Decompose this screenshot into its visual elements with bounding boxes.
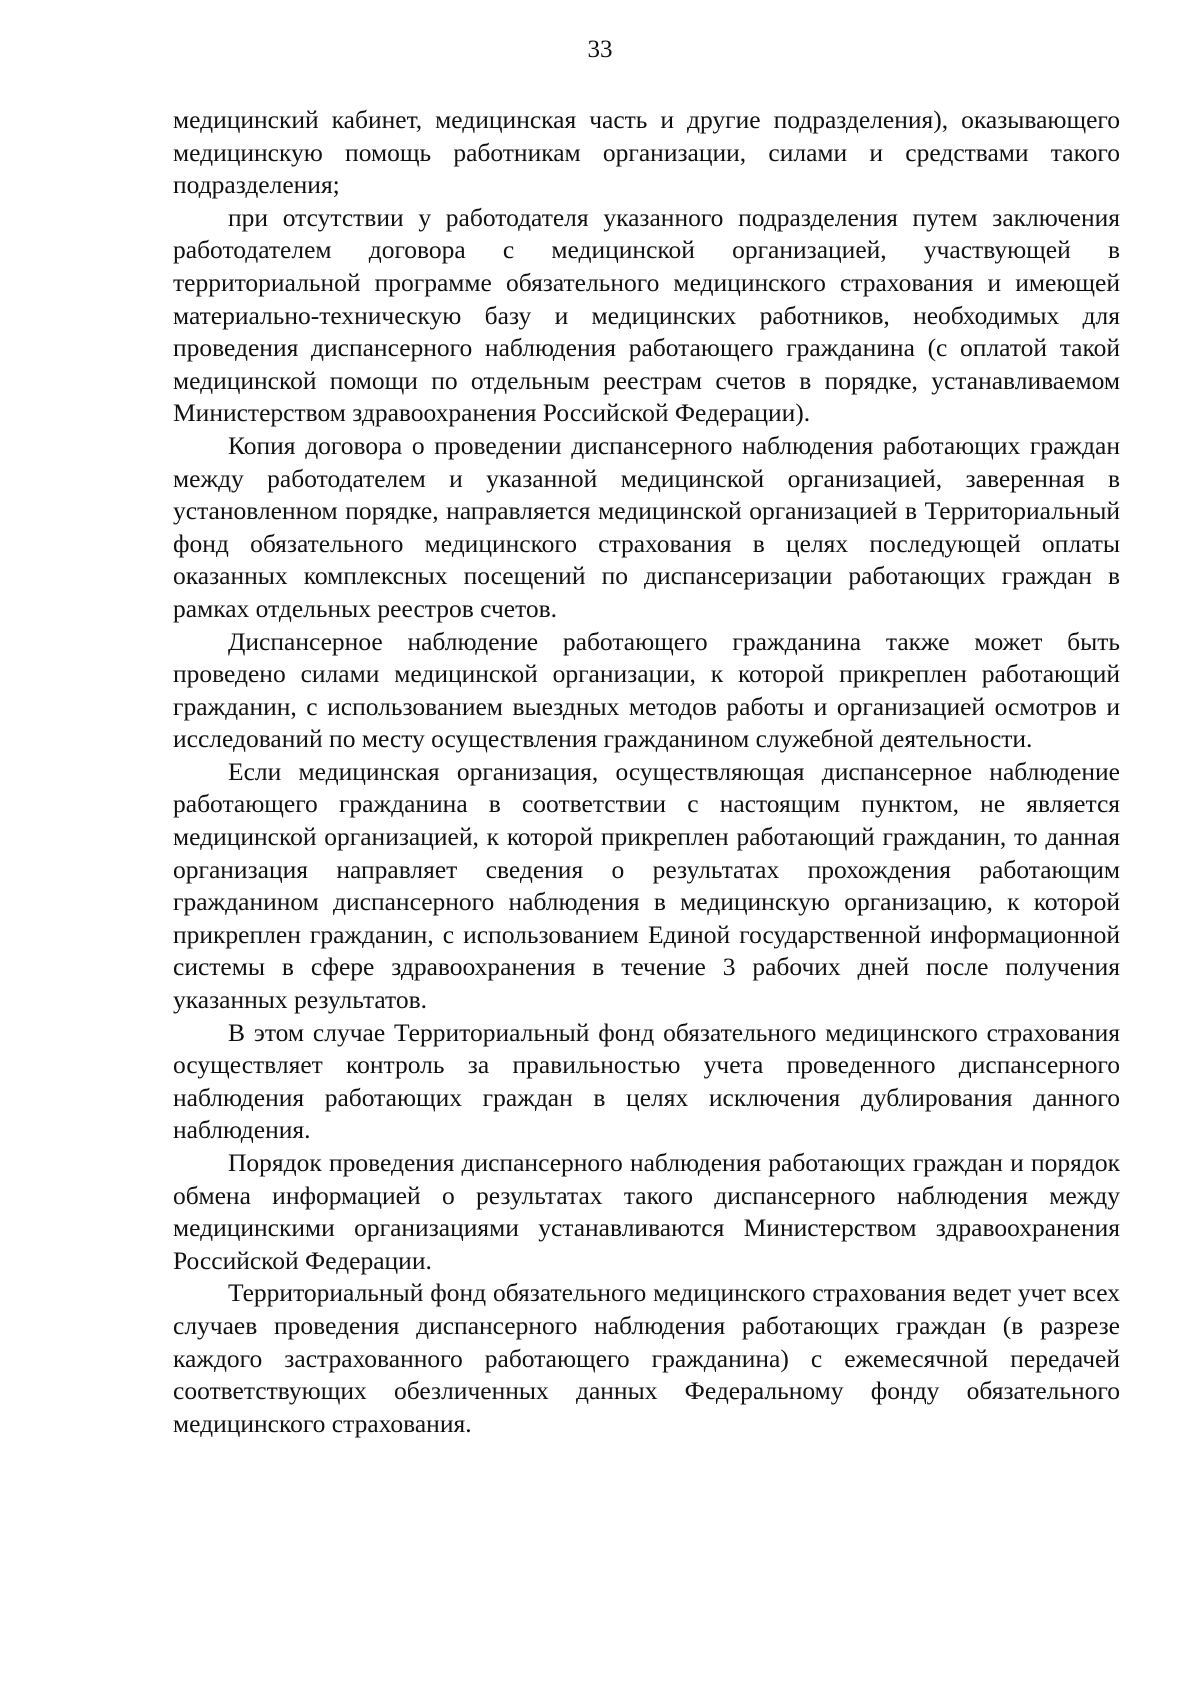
- paragraph-fund-accounting: Территориальный фонд обязательного медицинского страхования ведет учет всех случаев проведения диспансерного наблюдения работающих граждан (в разрезе каждого застрахованного работающего гражданина) с ежемесячной передачей соответствующих обезличенных данных Федеральному фонду обязательного медицинского страхования.: [173, 1278, 1120, 1438]
- paragraph-contract-clause: при отсутствии у работодателя указанного подразделения путем заключения работодателем договора с медицинской организацией, участвующей в территориальной программе обязательного медицинского страхования и имеющей материально-техническую базу и медицинских работников, необходимых для проведения диспансерного наблюдения работающего гражданина (с оплатой такой медицинской помощи по отдельным реестрам счетов в порядке, устанавливаемом Министерством здравоохранения Российской Федерации).: [173, 202, 1120, 428]
- document-body: [173, 104, 1120, 1440]
- paragraph-results-transfer: Если медицинская организация, осуществляющая диспансерное наблюдение работающего гражданина в соответствии с настоящим пунктом, не является медицинской организацией, к которой прикреплен работающий гражданин, то данная организация направляет сведения о результатах прохождения работающим гражданином диспансерного наблюдения в медицинскую организацию, к которой прикреплен гражданин, с использованием Единой государственной информационной системы в сфере здравоохранения в течение 3 рабочих дней после получения указанных результатов.: [173, 756, 1120, 1015]
- paragraph-contract-copy: Копия договора о проведении диспансерного наблюдения работающих граждан между работодателем и указанной медицинской организацией, заверенная в установленном порядке, направляется медицинской организацией в Территориальный фонд обязательного медицинского страхования в целях последующей оплаты оказанных комплексных посещений по диспансеризации работающих граждан в рамках отдельных реестров счетов.: [173, 430, 1120, 623]
- page-number: 33: [587, 36, 613, 63]
- paragraph-continuation: медицинский кабинет, медицинская часть и другие подразделения), оказывающего медицинскую помощь работникам организации, силами и средствами такого подразделения;: [173, 105, 1120, 200]
- paragraph-outreach-methods: Диспансерное наблюдение работающего гражданина также может быть проведено силами медицинской организации, к которой прикреплен работающий гражданин, с использованием выездных методов работы и организацией осмотров и исследований по месту осуществления гражданином служебной деятельности.: [173, 626, 1120, 754]
- paragraph-fund-control: В этом случае Территориальный фонд обязательного медицинского страхования осуществляет контроль за правильностью учета проведенного диспансерного наблюдения работающих граждан в целях исключения дублирования данного наблюдения.: [173, 1017, 1120, 1145]
- paragraph-procedure: Порядок проведения диспансерного наблюдения работающих граждан и порядок обмена информацией о результатах такого диспансерного наблюдения между медицинскими организациями устанавливаются Министерством здравоохранения Российской Федерации.: [173, 1148, 1120, 1275]
